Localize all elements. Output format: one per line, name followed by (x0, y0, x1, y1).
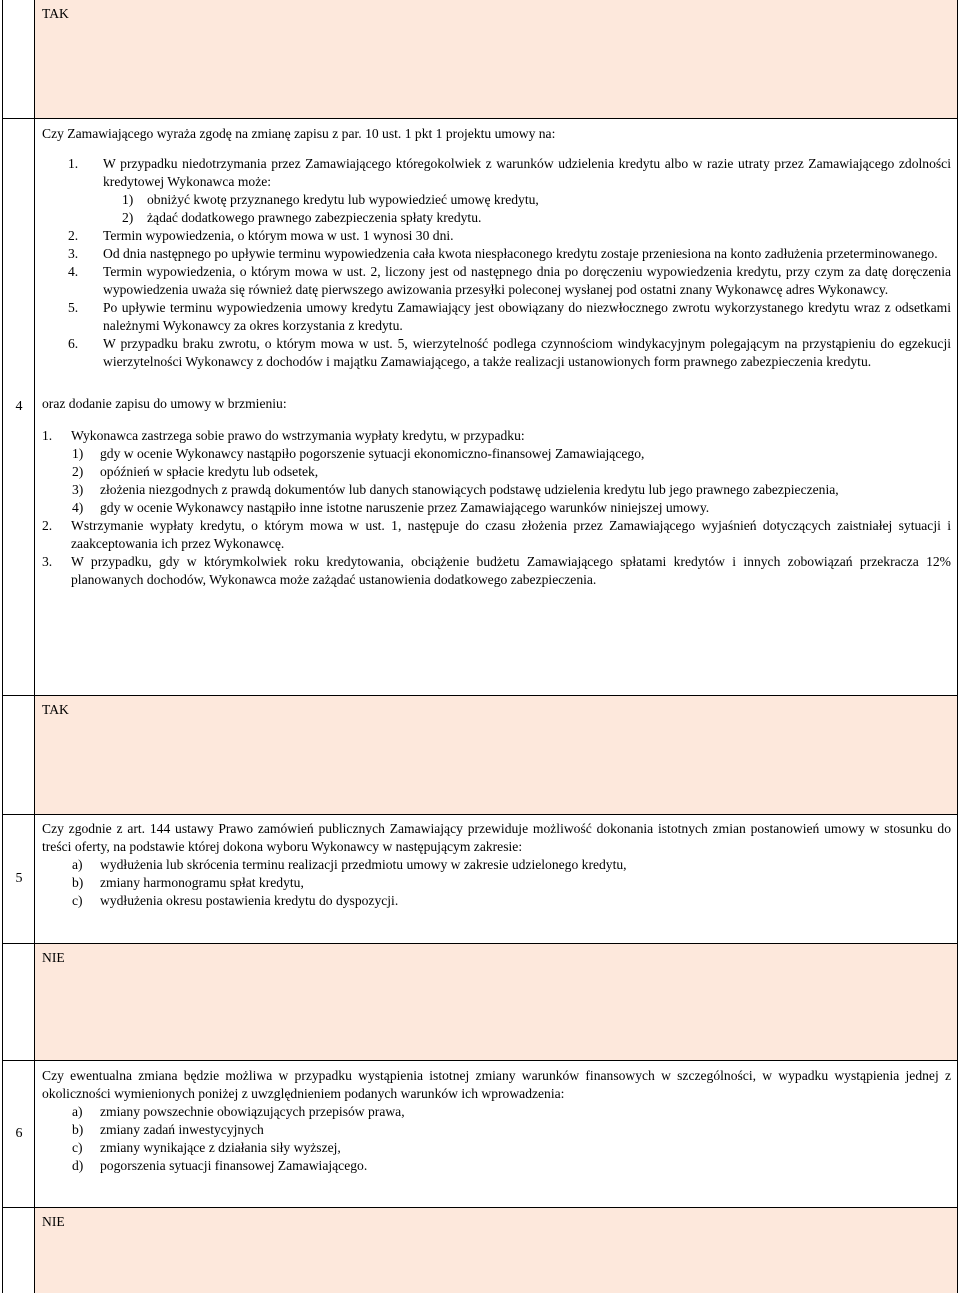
list-item: a) zmiany powszechnie obowiązujących przepisów prawa, (72, 1104, 405, 1119)
circumstance-list (42, 1103, 951, 1175)
question-intro: Czy zgodnie z art. 144 ustawy Prawo zamówień publicznych Zamawiający przewiduje możliwość dokonania istotnych zmian postanowień umowy w stosunku do treści oferty, na podstawie której dokona wyboru Wykonawcy w następującym zakresie: (42, 821, 951, 854)
answer-row-top-number (2, 0, 35, 119)
question-cell-4 (34, 118, 958, 696)
answer-cell-top (34, 0, 958, 119)
question-number: 5 (15, 871, 23, 886)
list-item: 2) opóźnień w spłacie kredytu lub odsetek, (72, 464, 319, 479)
list-item: 6. W przypadku braku zwrotu, o którym mowa w ust. 5, wierzytelność podlega czynnościom windykacyjnym polegającym na przystąpieniu do egzekucji wierzytelności Wykonawcy z dochodów i majątku Zamawiającego, a także realizacji ustanowionych form prawnego zabezpieczenia kredytu. (68, 336, 951, 369)
list-item: 5. Po upływie terminu wypowiedzenia umowy kredytu Zamawiający jest obowiązany do niezwłocznego zwrotu wykorzystanego kredytu wraz z odsetkami należnymi Wykonawcy za okres korzystania z kredytu. (68, 300, 951, 333)
answer-text: NIE (42, 950, 65, 965)
list-item: d) pogorszenia sytuacji finansowej Zamawiającego. (72, 1158, 368, 1173)
list-item: c) wydłużenia okresu postawienia kredytu do dyspozycji. (72, 893, 399, 908)
answer-cell-4 (34, 695, 958, 815)
list-item: 4) gdy w ocenie Wykonawcy nastąpiło inne istotne naruszenie przez Zamawiającego warunków niniejszej umowy. (72, 500, 710, 515)
scope-list (42, 856, 951, 910)
question-intro: Czy Zamawiającego wyraża zgodę na zmianę zapisu z par. 10 ust. 1 pkt 1 projektu umowy na: (42, 126, 556, 141)
answer-text: TAK (42, 6, 69, 21)
clause-list-2 (42, 427, 951, 589)
question-number: 4 (15, 399, 23, 414)
answer-cell-6 (34, 1207, 958, 1293)
list-item: 4. Termin wypowiedzenia, o którym mowa w ust. 2, liczony jest od następnego dnia po doręczeniu wypowiedzenia kredytu, przy czym za datę doręczenia wypowiedzenia uważa się również datę pierwszego awizowania przesyłki poleconej wysłanej pod ostatni znany Wykonawcę adres Wykonawcy. (68, 264, 951, 297)
question-number-4 (2, 118, 35, 696)
answer-row-5-number (2, 943, 35, 1061)
question-number-5 (2, 814, 35, 944)
list-item: 2. Wstrzymanie wypłaty kredytu, o którym mowa w ust. 1, następuje do czasu złożenia przez Zamawiającego wyjaśnień dotyczących zaistniałej sytuacji i zaakceptowania ich przez Wykonawcę. (42, 518, 951, 551)
list-item: 3. Od dnia następnego po upływie terminu wypowiedzenia cała kwota niespłaconego kredytu zostaje przeniesiona na konto zadłużenia przeterminowanego. (68, 246, 938, 261)
question-intro: Czy ewentualna zmiana będzie możliwa w przypadku wystąpienia istotnej zmiany warunków finansowych w szczególności, w wypadku wystąpienia jednej z okoliczności wymienionych poniżej z uwzględnieniem podanych warunków ich wprowadzenia: (42, 1068, 951, 1101)
answer-text: TAK (42, 702, 69, 717)
list-item: 1) obniżyć kwotę przyznanego kredytu lub wypowiedzieć umowę kredytu, (122, 192, 539, 207)
question-cell-5 (34, 814, 958, 944)
list-item: c) zmiany wynikające z działania siły wyższej, (72, 1140, 341, 1155)
clause-list (42, 155, 951, 371)
answer-row-6-number (2, 1207, 35, 1293)
answer-row-4-number (2, 695, 35, 815)
question-number: 6 (15, 1126, 23, 1141)
list-item: 2) żądać dodatkowego prawnego zabezpieczenia spłaty kredytu. (122, 210, 482, 225)
question-number-6 (2, 1060, 35, 1208)
answer-cell-5 (34, 943, 958, 1061)
list-item: 1. W przypadku niedotrzymania przez Zamawiającego któregokolwiek z warunków udzielenia kredytu albo w razie utraty przez Zamawiającego zdolności kredytowej Wykonawca może: (68, 156, 951, 189)
question-cell-6 (34, 1060, 958, 1208)
list-item: b) zmiany zadań inwestycyjnych (72, 1122, 264, 1137)
list-item: a) wydłużenia lub skrócenia terminu realizacji przedmiotu umowy w zakresie udzielonego kredytu, (72, 857, 627, 872)
list-item: 2. Termin wypowiedzenia, o którym mowa w ust. 1 wynosi 30 dni. (68, 228, 454, 243)
answer-text: NIE (42, 1214, 65, 1229)
list-item: 1. Wykonawca zastrzega sobie prawo do wstrzymania wypłaty kredytu, w przypadku: (42, 428, 525, 443)
list-item: 1) gdy w ocenie Wykonawcy nastąpiło pogorszenie sytuacji ekonomiczno-finansowej Zamawiającego, (72, 446, 645, 461)
list-item: 3) złożenia niezgodnych z prawdą dokumentów lub danych stanowiących podstawę udzielenia kredytu lub jego prawnego zabezpieczenia, (72, 482, 839, 497)
list-item: 3. W przypadku, gdy w którymkolwiek roku kredytowania, obciążenie budżetu Zamawiającego spłatami kredytów i innych zobowiązań przekracza 12% planowanych dochodów, Wykonawca może zażądać ustanowienia dodatkowego zabezpieczenia. (42, 554, 951, 587)
list-item: b) zmiany harmonogramu spłat kredytu, (72, 875, 304, 890)
question-intro-2: oraz dodanie zapisu do umowy w brzmieniu: (42, 396, 287, 411)
